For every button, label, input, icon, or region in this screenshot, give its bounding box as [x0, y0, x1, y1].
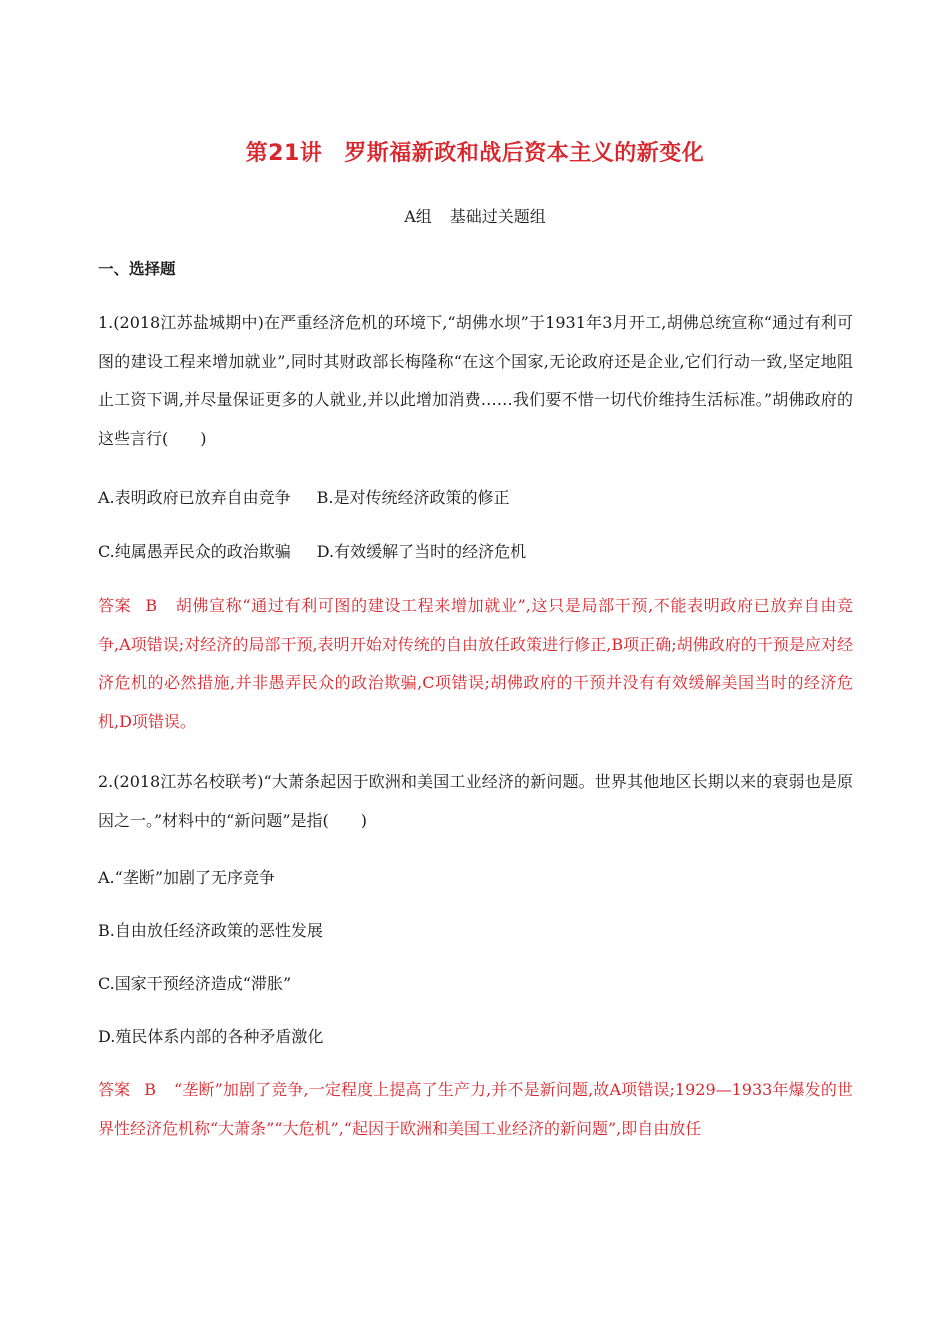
group-label: A组	[404, 207, 432, 226]
lecture-number: 第21讲	[245, 141, 323, 166]
group-name: 基础过关题组	[449, 207, 546, 226]
answer-explanation: “垄断”加剧了竞争,一定程度上提高了生产力,并不是新问题,故A项错误;1929—1933年爆发的世界性经济危机称“大萧条”“大危机”,“起因于欧洲和美国工业经济的新问题”,即自由放任	[98, 1080, 853, 1138]
question-2-option-d: D.殖民体系内部的各种矛盾激化	[98, 1027, 324, 1046]
question-1-options-row-2	[98, 540, 526, 564]
answer-key: B	[145, 596, 158, 615]
question-1-option-b: B.是对传统经济政策的修正	[316, 488, 510, 507]
answer-label: 答案	[98, 596, 132, 615]
question-1-option-c: C.纯属愚弄民众的政治欺骗	[98, 542, 291, 561]
answer-key: B	[144, 1080, 157, 1099]
question-1-answer	[98, 587, 853, 741]
question-1-options-row-1	[98, 486, 510, 510]
answer-label: 答案	[98, 1080, 131, 1099]
lecture-topic: 罗斯福新政和战后资本主义的新变化	[344, 141, 705, 166]
question-2-stem: 2.(2018江苏名校联考)“大萧条起因于欧洲和美国工业经济的新问题。世界其他地区长期以来的衰弱也是原因之一。”材料中的“新问题”是指( )	[98, 772, 853, 830]
question-2-answer	[98, 1071, 853, 1148]
question-1-option-d: D.有效缓解了当时的经济危机	[316, 542, 527, 561]
lecture-title	[0, 136, 950, 167]
question-group-heading	[0, 204, 950, 227]
question-2-option-b: B.自由放任经济政策的恶性发展	[98, 921, 323, 940]
question-1-stem: 1.(2018江苏盐城期中)在严重经济危机的环境下,“胡佛水坝”于1931年3月开工,胡佛总统宣称“通过有利可图的建设工程来增加就业”,同时其财政部长梅隆称“在这个国家,无论政府还是企业,它们行动一致,坚定地阻止工资下调,并尽量保证更多的人就业,并以此增加消费……我们要不惜一切代价维持生活标准。”胡佛政府的这些言行( )	[98, 313, 853, 448]
section-heading: 一、选择题	[98, 260, 176, 278]
answer-explanation: 胡佛宣称“通过有利可图的建设工程来增加就业”,这只是局部干预,不能表明政府已放弃自由竞争,A项错误;对经济的局部干预,表明开始对传统的自由放任政策进行修正,B项正确;胡佛政府的干预是应对经济危机的必然措施,并非愚弄民众的政治欺骗,C项错误;胡佛政府的干预并没有有效缓解美国当时的经济危机,D项错误。	[98, 596, 853, 731]
question-2-option-c: C.国家干预经济造成“滞胀”	[98, 974, 292, 993]
question-1-option-a: A.表明政府已放弃自由竞争	[98, 488, 291, 507]
question-2-option-a: A.“垄断”加剧了无序竞争	[98, 868, 276, 887]
